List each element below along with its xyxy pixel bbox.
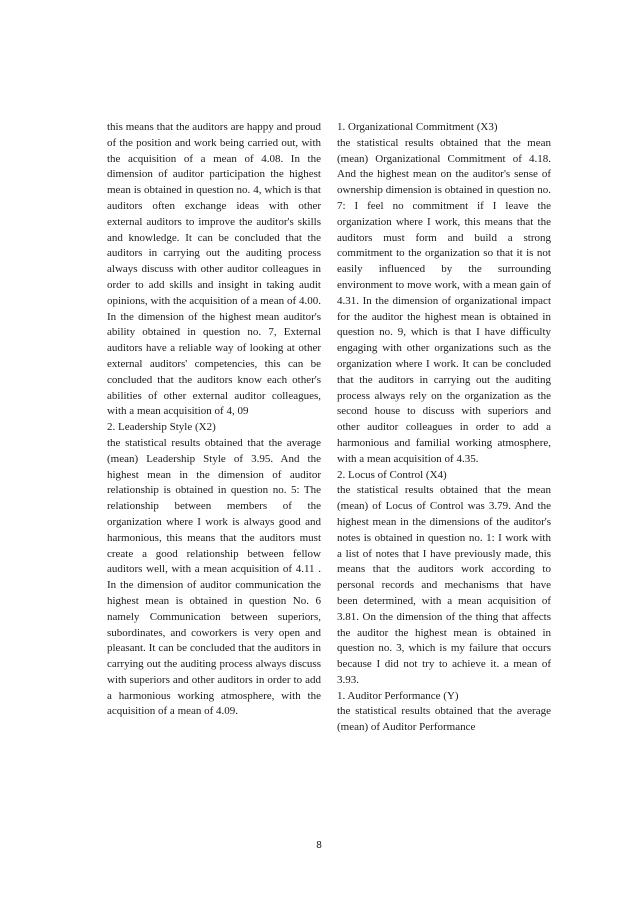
heading-leadership-style: 2. Leadership Style (X2) [107, 421, 216, 434]
paragraph-auditor-participation: this means that the auditors are happy and proud of the position and work being carried out, with the acquisition of a mean of 4.08. In the dimension of auditor participation the highest mean is obtained in question no. 4, which is that auditors often exchange ideas with other external auditors to improve the auditor's skills and knowledge. It can be concluded that the auditors in carrying out the auditing process always discuss with other auditor colleagues in order to add skills and insight in taking audit opinions, with the acquisition of a mean of 4.00. In the dimension of the highest mean auditor's ability obtained in question no. 7, External auditors have a reliable way of looking at other external auditors' competencies, this can be concluded that the auditors know each other's abilities of other external auditor colleagues, with a mean acquisition of 4, 09 [107, 121, 321, 418]
heading-locus-of-control: 2. Locus of Control (X4) [337, 468, 447, 481]
heading-organizational-commitment: 1. Organizational Commitment (X3) [337, 121, 498, 133]
paragraph-leadership-style: the statistical results obtained that the average (mean) Leadership Style of 3.95. And the highest mean in the dimension of auditor relationship is obtained in question no. 5: The relationship between members of the organization where I work is always good and harmonious, this means that the auditors must create a good relationship between fellow auditors well, with a mean acquisition of 4.11 . In the dimension of auditor communication the highest mean is obtained in question No. 6 namely Communication between superiors, subordinates, and coworkers is very open and pleasant. It can be concluded that the auditors in carrying out the auditing process always discuss with superiors and other auditors in order to add a harmonious working atmosphere, with the acquisition of a mean of 4.09. [107, 436, 321, 718]
heading-auditor-performance: 1. Auditor Performance (Y) [337, 689, 459, 702]
left-column [107, 120, 321, 720]
paragraph-organizational-commitment: the statistical results obtained that the mean (mean) Organizational Commitment of 4.18. And the highest mean on the auditor's sense of ownership dimension is obtained in question no. 7: I feel no commitment if I leave the organization where I work, this means that the auditors must form and build a strong commitment to the organization so that it is not easily influenced by the surrounding environment to move work, with a mean gain of 4.31. In the dimension of organizational impact for the auditor the highest mean is obtained in question no. 9, which is that I have difficulty engaging with other organizations such as the organization where I work. It can be concluded that the auditors in carrying out the auditing process always rely on the organization as the second house to discuss with superiors and other auditor colleagues in order to add a harmonious and familial working atmosphere, with a mean acquisition of 4.35. [337, 136, 551, 465]
right-column [337, 120, 551, 736]
paragraph-locus-of-control: the statistical results obtained that the mean (mean) of Locus of Control was 3.79. And the highest mean in the dimensions of the auditor's notes is obtained in question no. 1: I work with a list of notes that I have previously made, this means that the auditors work according to personal records and mechanisms that have been determined, with a mean acquisition of 3.81. On the dimension of the thing that affects the auditor the highest mean is obtained in question no. 3, which is my failure that occurs because I did not try to achieve it. a mean of 3.93. [337, 484, 551, 686]
paragraph-auditor-performance: the statistical results obtained that the average (mean) of Auditor Performance [337, 705, 551, 734]
page-number: 8 [316, 840, 322, 851]
